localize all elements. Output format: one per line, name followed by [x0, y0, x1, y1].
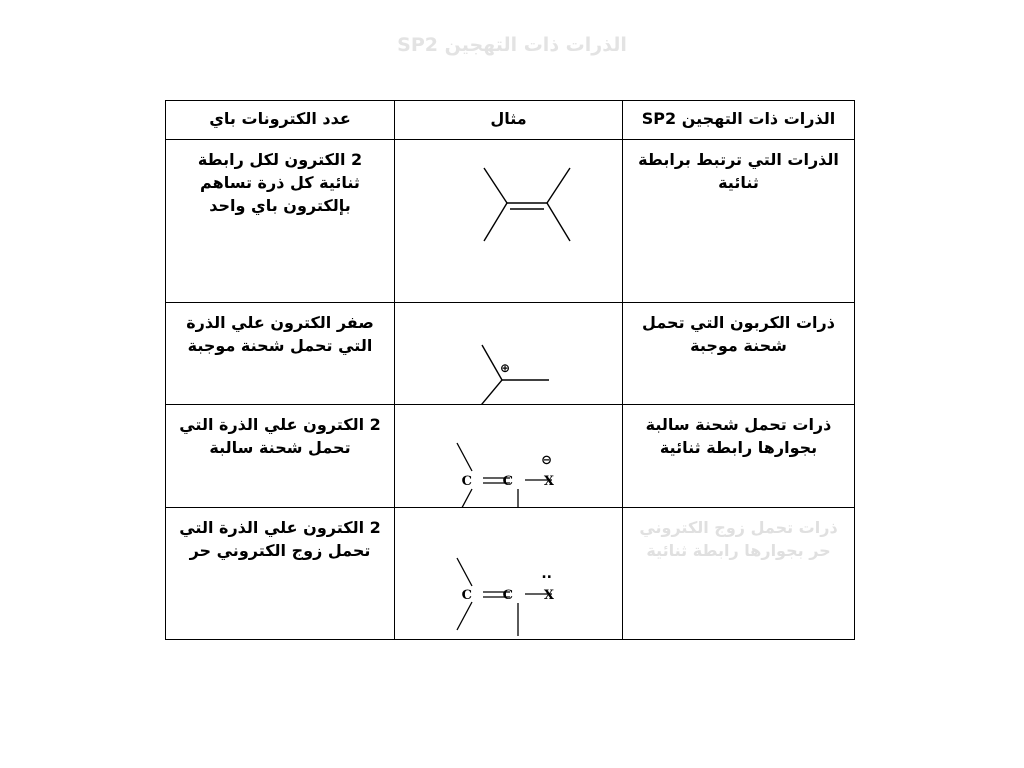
pi-electron-cell: 2 الكترون علي الذرة التي تحمل شحنة سالبة — [166, 405, 395, 508]
positive-charge-icon: ⊕ — [499, 361, 510, 375]
bond — [547, 203, 570, 241]
bond — [484, 203, 507, 241]
carbocation-structure — [394, 303, 622, 404]
hybridization-table — [165, 100, 855, 640]
hetero-atom-label: X — [543, 588, 554, 603]
bond — [457, 443, 472, 471]
carbon-label: C — [502, 474, 513, 489]
atoms-cell: ذرات الكربون التي تحمل شحنة موجبة — [623, 303, 855, 405]
bond — [457, 489, 472, 507]
example-cell — [395, 508, 623, 640]
example-cell — [395, 303, 623, 405]
table-row — [166, 508, 855, 640]
carbon-label: C — [461, 588, 472, 603]
atoms-cell: ذرات تحمل شحنة سالبة بجوارها رابطة ثنائية — [623, 405, 855, 508]
alkene-structure — [394, 140, 622, 302]
atoms-cell: الذرات التي ترتبط برابطة ثنائية — [623, 140, 855, 303]
header-atoms: الذرات ذات التهجين SP2 — [623, 101, 855, 140]
table-row — [166, 140, 855, 303]
pi-electron-cell: 2 الكترون علي الذرة التي تحمل زوج الكتروني حر — [166, 508, 395, 640]
atoms-cell: ذرات تحمل زوج الكتروني حر بجوارها رابطة ثنائية — [623, 508, 855, 640]
carbon-label: C — [461, 474, 472, 489]
example-cell — [395, 140, 623, 303]
bond — [547, 168, 570, 203]
allylic-anion-structure — [394, 405, 622, 507]
header-example: مثال — [395, 101, 623, 140]
table-row — [166, 303, 855, 405]
table-row — [166, 405, 855, 508]
pi-electron-cell: صفر الكترون علي الذرة التي تحمل شحنة موجبة — [166, 303, 395, 405]
bond — [477, 380, 502, 404]
lone-pair-structure — [394, 508, 622, 639]
carbon-label: C — [502, 588, 513, 603]
bond — [457, 558, 472, 586]
bond — [457, 602, 472, 630]
negative-charge-icon: ⊖ — [541, 453, 552, 468]
bond — [484, 168, 507, 203]
slide-title: الذرات ذات التهجين SP2 — [397, 34, 627, 56]
table-header-row — [166, 101, 855, 140]
hetero-atom-label: X — [543, 474, 554, 489]
pi-electron-cell: 2 الكترون لكل رابطة ثنائية كل ذرة تساهم بإلكترون باي واحد — [166, 140, 395, 303]
lone-pair-icon: .. — [541, 566, 552, 582]
example-cell — [395, 405, 623, 508]
header-pi-electrons: عدد الكترونات باي — [166, 101, 395, 140]
